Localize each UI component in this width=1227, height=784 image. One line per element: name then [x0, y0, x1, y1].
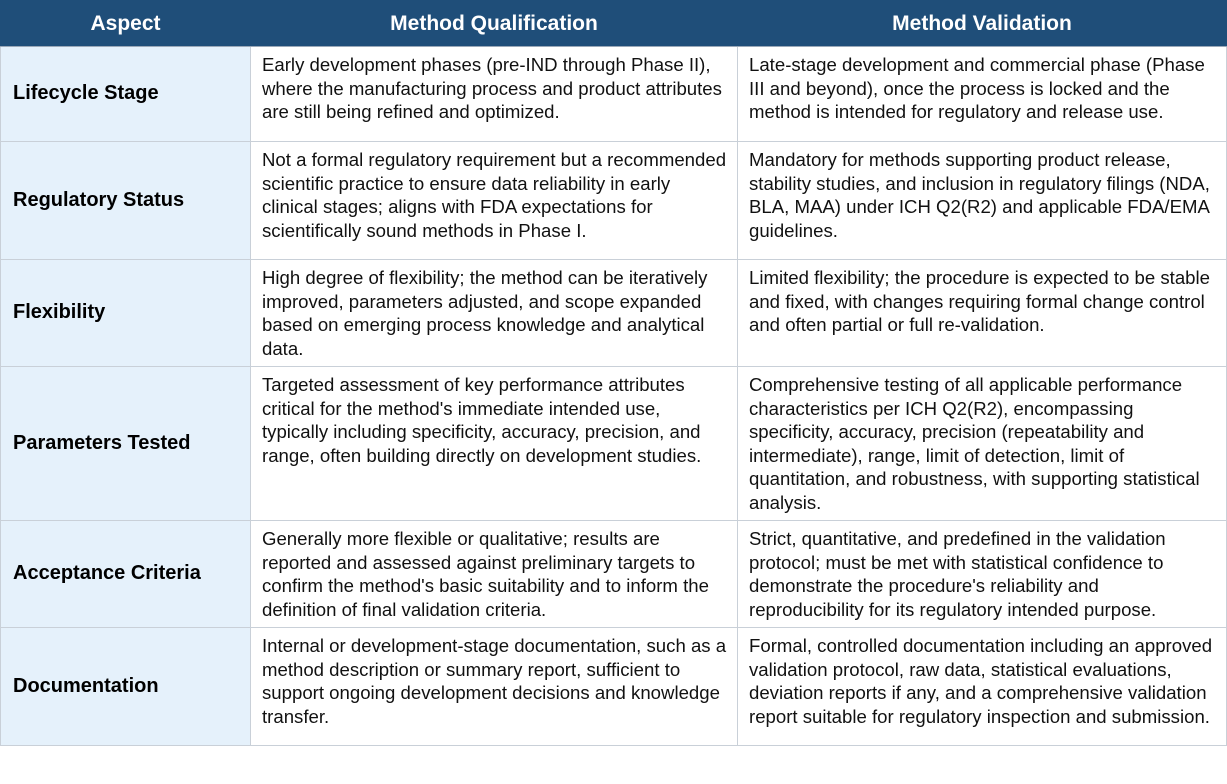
aspect-cell: Flexibility [1, 260, 251, 367]
table-row [1, 521, 1227, 628]
table-row [1, 628, 1227, 746]
aspect-cell: Regulatory Status [1, 142, 251, 260]
validation-cell: Mandatory for methods supporting product release, stability studies, and inclusion in regulatory filings (NDA, BLA, MAA) under ICH Q2(R2) and applicable FDA/EMA guidelines. [738, 142, 1227, 260]
table-row [1, 142, 1227, 260]
header-method-validation: Method Validation [738, 1, 1227, 47]
table-body [1, 47, 1227, 746]
table-row [1, 367, 1227, 521]
aspect-cell: Documentation [1, 628, 251, 746]
qualification-cell: Not a formal regulatory requirement but a recommended scientific practice to ensure data reliability in early clinical stages; aligns with FDA expectations for scientifically sound methods in Phase I. [251, 142, 738, 260]
table-row [1, 260, 1227, 367]
aspect-cell: Lifecycle Stage [1, 47, 251, 142]
validation-cell: Late-stage development and commercial phase (Phase III and beyond), once the process is locked and the method is intended for regulatory and release use. [738, 47, 1227, 142]
qualification-cell: Internal or development-stage documentation, such as a method description or summary report, sufficient to support ongoing development decisions and knowledge transfer. [251, 628, 738, 746]
header-aspect: Aspect [1, 1, 251, 47]
aspect-cell: Acceptance Criteria [1, 521, 251, 628]
header-row [1, 1, 1227, 47]
validation-cell: Strict, quantitative, and predefined in the validation protocol; must be met with statistical confidence to demonstrate the procedure's reliability and reproducibility for its regulatory intended purpose. [738, 521, 1227, 628]
header-method-qualification: Method Qualification [251, 1, 738, 47]
table-header [1, 1, 1227, 47]
qualification-cell: High degree of flexibility; the method can be iteratively improved, parameters adjusted, and scope expanded based on emerging process knowledge and analytical data. [251, 260, 738, 367]
qualification-cell: Targeted assessment of key performance attributes critical for the method's immediate intended use, typically including specificity, accuracy, precision, and range, often building directly on development studies. [251, 367, 738, 521]
qualification-cell: Generally more flexible or qualitative; results are reported and assessed against preliminary targets to confirm the method's basic suitability and to inform the definition of final validation criteria. [251, 521, 738, 628]
qualification-cell: Early development phases (pre-IND through Phase II), where the manufacturing process and product attributes are still being refined and optimized. [251, 47, 738, 142]
validation-cell: Comprehensive testing of all applicable performance characteristics per ICH Q2(R2), encompassing specificity, accuracy, precision (repeatability and intermediate), range, limit of detection, limit of quantitation, and robustness, with supporting statistical analysis. [738, 367, 1227, 521]
validation-cell: Limited flexibility; the procedure is expected to be stable and fixed, with changes requiring formal change control and often partial or full re-validation. [738, 260, 1227, 367]
aspect-cell: Parameters Tested [1, 367, 251, 521]
table-row [1, 47, 1227, 142]
validation-cell: Formal, controlled documentation including an approved validation protocol, raw data, statistical evaluations, deviation reports if any, and a comprehensive validation report suitable for regulatory inspection and submission. [738, 628, 1227, 746]
